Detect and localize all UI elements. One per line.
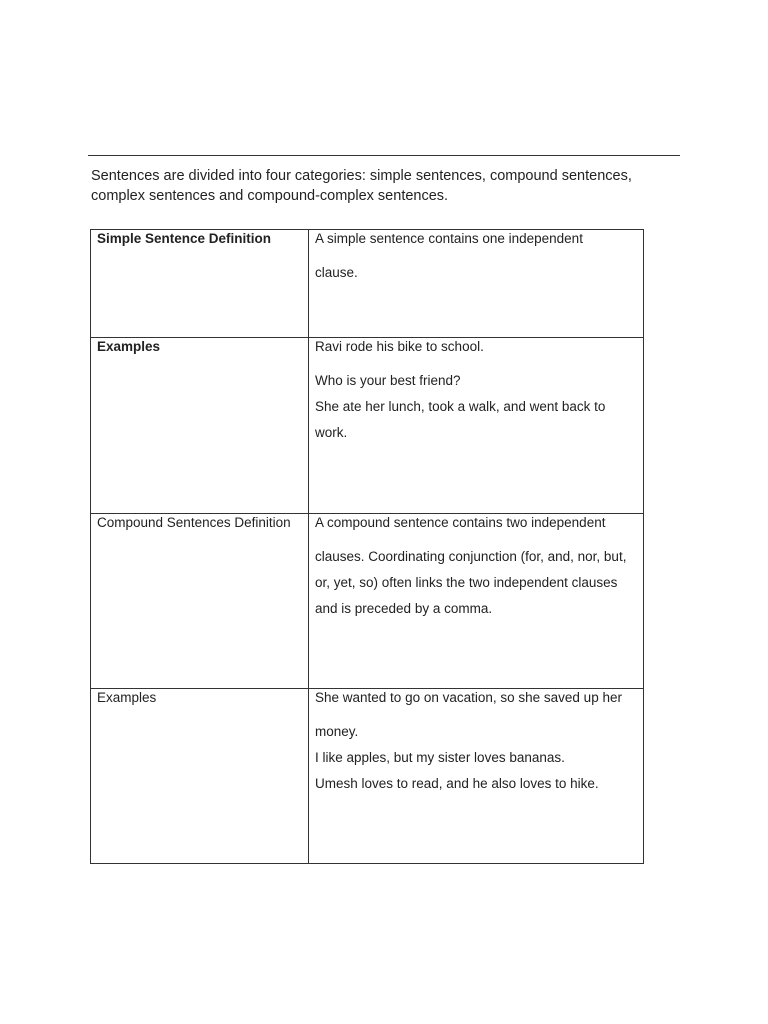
row-label-cell — [91, 514, 309, 689]
content-line: A simple sentence contains one independent — [315, 231, 583, 246]
row-label-cell — [91, 689, 309, 864]
content-line: work. — [315, 425, 348, 440]
content-line: A compound sentence contains two independent — [315, 515, 606, 530]
row-label: Simple Sentence Definition — [97, 231, 272, 246]
row-label: Compound Sentences Definition — [97, 515, 291, 530]
content-line: money. — [315, 724, 359, 739]
header-rule — [88, 155, 680, 156]
table-row — [91, 338, 644, 514]
content-line: I like apples, but my sister loves bananas. — [315, 750, 565, 765]
sentence-types-table — [90, 229, 644, 864]
row-content-cell — [309, 230, 644, 338]
row-content-cell — [309, 689, 644, 864]
table-row — [91, 689, 644, 864]
content-line: Umesh loves to read, and he also loves to hike. — [315, 776, 599, 791]
row-label: Examples — [97, 690, 157, 705]
row-label: Examples — [97, 339, 161, 354]
intro-paragraph: Sentences are divided into four categories: simple sentences, compound sentences, complex sentences and compound-complex sentences. — [91, 168, 632, 204]
row-content-cell — [309, 514, 644, 689]
content-line: or, yet, so) often links the two independent clauses — [315, 575, 618, 590]
table-row — [91, 230, 644, 338]
content-line: Ravi rode his bike to school. — [315, 339, 484, 354]
content-line: clause. — [315, 265, 358, 280]
row-content-cell — [309, 338, 644, 514]
row-label-cell — [91, 230, 309, 338]
content-line: and is preceded by a comma. — [315, 601, 493, 616]
table-row — [91, 514, 644, 689]
content-line: clauses. Coordinating conjunction (for, and, nor, but, — [315, 549, 627, 564]
content-line: Who is your best friend? — [315, 373, 461, 388]
content-line: She wanted to go on vacation, so she saved up her — [315, 690, 622, 705]
row-label-cell — [91, 338, 309, 514]
content-line: She ate her lunch, took a walk, and went back to — [315, 399, 606, 414]
